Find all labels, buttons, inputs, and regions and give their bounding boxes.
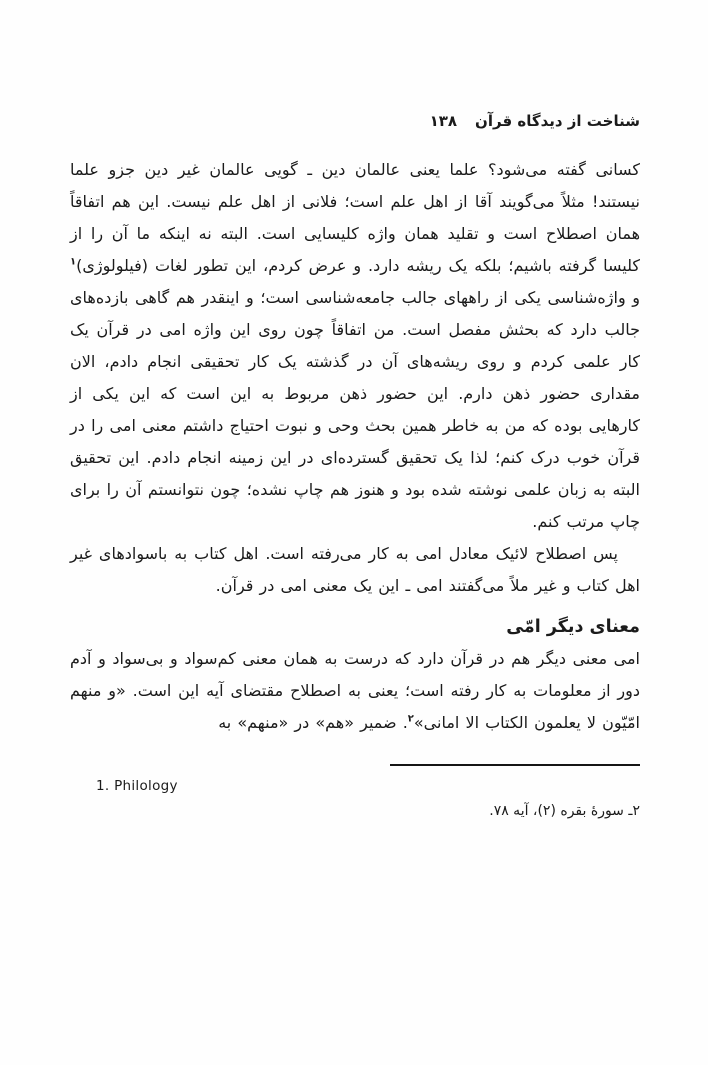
footnote-marker-2: ۲ bbox=[407, 713, 414, 725]
body-text bbox=[70, 154, 640, 739]
footnote-1-philology: 1. Philology bbox=[96, 778, 178, 794]
footnote-separator-rule bbox=[390, 764, 640, 766]
paragraph-3-text: امی معنی دیگر هم در قرآن دارد که درست به همان معنی کم‌سواد و بی‌سواد و آدم دور از معلومات به کار رفته است؛ یعنی به اصطلاح مقتضای آیه این است. «و منهم امّیّون لا یعلمون الکتاب الا امانی» bbox=[70, 649, 640, 732]
footnote-2-quran-citation: ۲ـ سورۀ بقره (۲)، آیه ۷۸. bbox=[489, 803, 640, 819]
paragraph-1-continuation: و واژه‌شناسی یکی از راههای جالب جامعه‌شناسی است؛ و اینقدر هم گاهی بازده‌های جالب دارد که بحثش مفصل است. من اتفاقاً چون روی این واژه امی در قرآن یک کار علمی کردم و روی ریشه‌های آن در گذشته یک کار تحقیقی انجام دادم، الان مقداری حضور ذهن دارم. این حضور ذهن مربوط به این است که این یکی از کارهایی بوده که من به خاطر همین بحث وحی و نبوت احتیاج داشتم معنی امی را در قرآن خوب درک کنم؛ لذا یک تحقیق گسترده‌ای در این زمینه انجام دادم. این تحقیق البته به زبان علمی نوشته شده بود و هنوز هم چاپ نشده؛ چون نتوانستم آن را برای چاپ مرتب کنم. bbox=[70, 288, 640, 531]
page-number: ۱۳۸ bbox=[429, 112, 458, 130]
paragraph-1 bbox=[70, 154, 640, 538]
paragraph-2: پس اصطلاح لائیک معادل امی به کار می‌رفته است. اهل کتاب به باسوادهای غیر اهل کتاب و غیر ملاً می‌گفتند امی ـ این یک معنی امی در قرآن. bbox=[70, 544, 640, 595]
running-header bbox=[70, 112, 640, 130]
section-heading: معنای دیگر امّی bbox=[506, 617, 640, 637]
footnotes-section bbox=[70, 764, 640, 819]
running-title: شناخت از دیدگاه قرآن bbox=[475, 112, 640, 130]
paragraph-1-text: کسانی گفته می‌شود؟ علما یعنی عالمان دین ـ گویی عالمان غیر دین جزو علما نیستند! مثلاً می‌گویند آقا از اهل علم است؛ فلانی از اهل علم نیست. این هم اتفاقاً همان اصطلاح است و تقلید همان واژه کلیسایی است. البته نه اینکه ما آن را از کلیسا گرفته باشیم؛ بلکه یک ریشه دارد. و عرض کردم، این تطور لغات (فیلولوژی) bbox=[70, 160, 640, 275]
paragraph-3-continuation: . ضمیر «هم» در «منهم» به bbox=[218, 713, 408, 732]
footnote-marker-1: ۱ bbox=[70, 256, 77, 268]
paragraph-3 bbox=[70, 643, 640, 739]
